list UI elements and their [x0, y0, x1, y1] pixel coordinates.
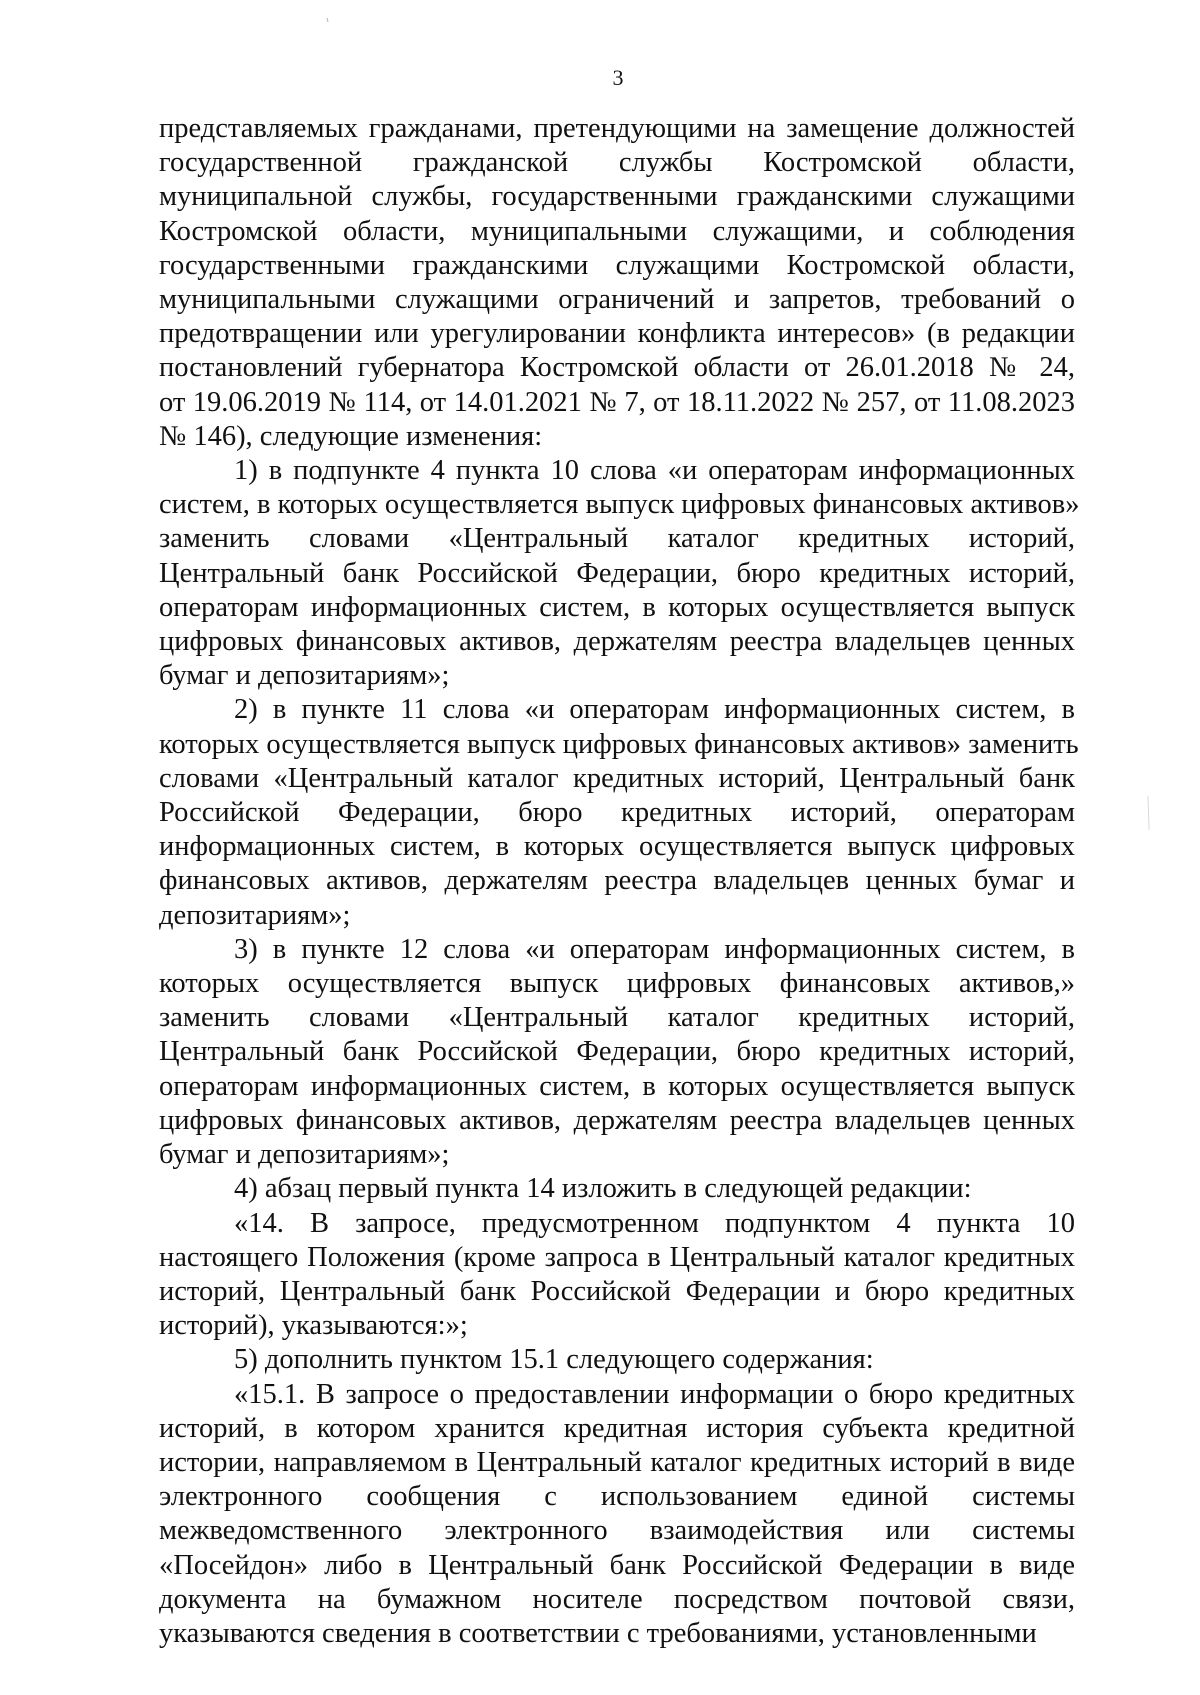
- text-line: депозитариям»;: [159, 899, 351, 931]
- text-line: 2) в пункте 11 слова «и операторам информационных систем, в: [234, 694, 1075, 726]
- text-line: цифровых финансовых активов, держателям реестра владельцев ценных: [159, 1104, 1075, 1136]
- text-line: бумаг и депозитариям»;: [159, 660, 450, 692]
- paragraph: [159, 112, 1075, 454]
- text-line: государственными гражданскими служащими Костромской области,: [159, 249, 1075, 281]
- text-line: от 19.06.2019 № 114, от 14.01.2021 № 7, от 18.11.2022 № 257, от 11.08.2023: [159, 386, 1075, 418]
- text-line: постановлений губернатора Костромской области от 26.01.2018 № 24,: [159, 352, 1075, 384]
- text-line: бумаг и депозитариям»;: [159, 1139, 450, 1171]
- text-line: историй, в котором хранится кредитная история субъекта кредитной: [159, 1412, 1075, 1444]
- text-line: которых осуществляется выпуск цифровых финансовых активов,»: [159, 968, 1075, 1000]
- text-line: Центральный банк Российской Федерации, бюро кредитных историй,: [159, 557, 1075, 589]
- paragraph: [159, 1172, 1075, 1206]
- paragraph: [159, 1207, 1075, 1344]
- text-line: государственной гражданской службы Костромской области,: [159, 147, 1075, 179]
- text-line: операторам информационных систем, в которых осуществляется выпуск: [159, 1070, 1075, 1102]
- text-line: 4) абзац первый пункта 14 изложить в следующей редакции:: [234, 1173, 972, 1205]
- text-line: которых осуществляется выпуск цифровых финансовых активов» заменить: [159, 728, 1079, 760]
- page-number: 3: [612, 65, 624, 90]
- text-line: «15.1. В запросе о предоставлении информации о бюро кредитных: [234, 1378, 1075, 1410]
- text-line: Центральный банк Российской Федерации, бюро кредитных историй,: [159, 1036, 1075, 1068]
- text-line: «Посейдон» либо в Центральный банк Российской Федерации в виде: [159, 1549, 1075, 1581]
- text-line: указываются сведения в соответствии с требованиями, установленными: [159, 1617, 1037, 1649]
- paragraph: [159, 933, 1075, 1172]
- text-line: цифровых финансовых активов, держателям реестра владельцев ценных: [159, 626, 1075, 658]
- text-line: представляемых гражданами, претендующими на замещение должностей: [159, 113, 1075, 144]
- paragraph: [159, 1343, 1075, 1377]
- text-line: «14. В запросе, предусмотренном подпунктом 4 пункта 10: [234, 1207, 1075, 1239]
- paragraph: [159, 1378, 1075, 1652]
- text-line: предотвращении или урегулировании конфликта интересов» (в редакции: [159, 318, 1075, 350]
- document-body: [159, 112, 1080, 1651]
- text-line: словами «Центральный каталог кредитных историй, Центральный банк: [159, 762, 1075, 794]
- text-line: № 146), следующие изменения:: [159, 420, 543, 452]
- text-line: муниципальными служащими ограничений и запретов, требований о: [159, 284, 1075, 316]
- text-line: документа на бумажном носителе посредством почтовой связи,: [159, 1583, 1075, 1615]
- text-line: операторам информационных систем, в которых осуществляется выпуск: [159, 591, 1075, 623]
- text-line: заменить словами «Центральный каталог кредитных историй,: [159, 523, 1075, 555]
- text-line: систем, в которых осуществляется выпуск цифровых финансовых активов»: [159, 489, 1080, 521]
- paragraph: [159, 454, 1080, 693]
- text-line: муниципальной службы, государственными гражданскими служащими: [159, 181, 1075, 213]
- text-line: заменить словами «Центральный каталог кредитных историй,: [159, 1002, 1075, 1034]
- text-line: электронного сообщения с использованием единой системы: [159, 1481, 1075, 1513]
- text-line: 3) в пункте 12 слова «и операторам информационных систем, в: [234, 933, 1075, 965]
- paragraph: [159, 693, 1079, 932]
- text-line: 5) дополнить пунктом 15.1 следующего содержания:: [234, 1344, 874, 1376]
- scan-line: [1148, 796, 1149, 830]
- text-line: Костромской области, муниципальными служащими, и соблюдения: [159, 215, 1075, 247]
- text-line: 1) в подпункте 4 пункта 10 слова «и операторам информационных: [234, 455, 1075, 487]
- text-line: финансовых активов, держателям реестра владельцев ценных бумаг и: [159, 865, 1075, 897]
- text-line: Российской Федерации, бюро кредитных историй, операторам: [159, 797, 1075, 829]
- text-line: настоящего Положения (кроме запроса в Центральный каталог кредитных: [159, 1241, 1075, 1273]
- text-line: межведомственного электронного взаимодействия или системы: [159, 1515, 1075, 1547]
- scan-speck: [327, 18, 328, 22]
- text-line: истории, направляемом в Центральный каталог кредитных историй в виде: [159, 1446, 1075, 1478]
- text-line: информационных систем, в которых осуществляется выпуск цифровых: [159, 831, 1075, 863]
- text-line: историй, Центральный банк Российской Федерации и бюро кредитных: [159, 1275, 1075, 1307]
- text-line: историй), указываются:»;: [159, 1310, 468, 1342]
